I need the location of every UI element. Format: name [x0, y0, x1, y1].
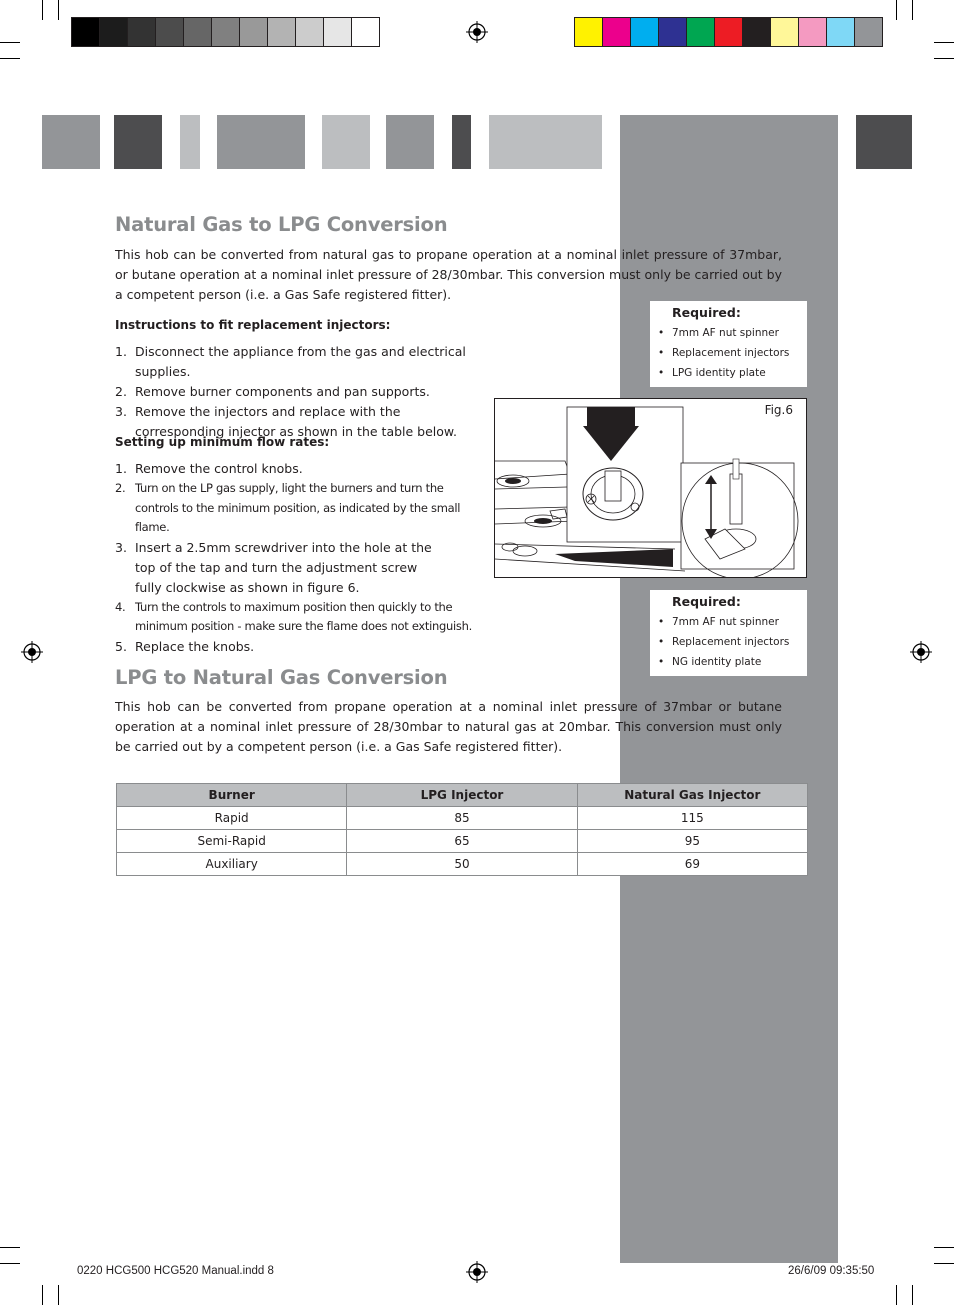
table-cell: 85 [347, 807, 577, 830]
footer-filename: 0220 HCG500 HCG520 Manual.indd 8 [77, 1265, 274, 1277]
list-item: 2. Remove burner components and pan supports. [115, 384, 430, 399]
section-intro-lpg-to-ng: This hob can be converted from propane operation at a nominal inlet pressure of 37mbar or butane operation at a nominal inlet pressure of 28/30mbar to natural gas at 20mbar. This conversion must only be carried out by a competent person (i.e. a Gas Safe registered fitter). [115, 699, 782, 754]
list-item: 1. Disconnect the appliance from the gas and electrical supplies. [115, 344, 466, 379]
color-swatch [798, 17, 827, 47]
list-item: 3. Insert a 2.5mm screwdriver into the hole at the top of the tap and turn the adjustment screw fully clockwise as shown in figure 6. [115, 539, 432, 595]
color-swatch [183, 17, 212, 47]
required-title: Required: [672, 305, 741, 320]
crop-mark [0, 42, 20, 43]
crop-mark [934, 58, 954, 59]
table-row [117, 830, 808, 853]
required-item: • NG identity plate [658, 652, 799, 672]
figure-6 [494, 398, 807, 578]
section-heading-lpg-to-ng: LPG to Natural Gas Conversion [115, 666, 448, 689]
injector-table [116, 783, 808, 876]
table-row [117, 853, 808, 876]
header-block [452, 115, 471, 169]
color-swatch [686, 17, 715, 47]
footer-timestamp: 26/6/09 09:35:50 [788, 1265, 875, 1277]
required-box-ng [650, 590, 807, 676]
section-heading-ng-to-lpg: Natural Gas to LPG Conversion [115, 213, 448, 236]
required-item: • Replacement injectors [658, 632, 799, 652]
color-swatch [99, 17, 128, 47]
crop-mark [934, 42, 954, 43]
color-swatch [267, 17, 296, 47]
header-block [386, 115, 434, 169]
crop-mark [934, 1247, 954, 1248]
header-block [42, 115, 100, 169]
required-list [658, 612, 799, 672]
crop-mark [912, 0, 913, 20]
crop-mark [0, 1247, 20, 1248]
subheading-flow-rates: Setting up minimum flow rates: [115, 435, 330, 449]
color-swatch [574, 17, 603, 47]
table-cell: 95 [577, 830, 807, 853]
crop-mark [0, 58, 20, 59]
header-block [217, 115, 305, 169]
table-cell: 69 [577, 853, 807, 876]
table-header-row [117, 784, 808, 807]
registration-mark-icon [21, 641, 43, 663]
color-swatch [323, 17, 352, 47]
color-swatch [602, 17, 631, 47]
list-item: 2. Turn on the LP gas supply, light the burners and turn the controls to the minimum position, as indicated by the small flame. [115, 481, 461, 534]
table-cell: 50 [347, 853, 577, 876]
color-swatch [295, 17, 324, 47]
header-block [489, 115, 602, 169]
subheading-injectors: Instructions to fit replacement injectors: [115, 318, 391, 332]
column-header: LPG Injector [347, 784, 577, 807]
list-item: 1. Remove the control knobs. [115, 461, 303, 476]
required-item: • 7mm AF nut spinner [658, 612, 799, 632]
required-item: • LPG identity plate [658, 363, 799, 383]
crop-mark [58, 1285, 59, 1305]
color-swatch [742, 17, 771, 47]
table-cell: 115 [577, 807, 807, 830]
column-header: Natural Gas Injector [577, 784, 807, 807]
hob-tap-illustration [495, 399, 807, 578]
table-row [117, 807, 808, 830]
figure-label: Fig.6 [764, 403, 793, 417]
color-swatch [826, 17, 855, 47]
color-swatch [630, 17, 659, 47]
color-swatch [658, 17, 687, 47]
required-item: • 7mm AF nut spinner [658, 323, 799, 343]
color-swatch [211, 17, 240, 47]
table-cell: 65 [347, 830, 577, 853]
registration-mark-icon [910, 641, 932, 663]
color-swatch [71, 17, 100, 47]
registration-mark-icon [466, 1261, 488, 1283]
column-header: Burner [117, 784, 347, 807]
header-block [180, 115, 200, 169]
required-title: Required: [672, 594, 741, 609]
flow-steps-list [115, 459, 475, 657]
required-item: • Replacement injectors [658, 343, 799, 363]
crop-mark [896, 1285, 897, 1305]
color-swatch [351, 17, 380, 47]
section-intro-ng-to-lpg: This hob can be converted from natural gas to propane operation at a nominal inlet pressure of 37mbar, or butane operation at a nominal inlet pressure of 28/30mbar. This conversion must only be carried out by a competent person (i.e. a Gas Safe registered fitter). [115, 247, 782, 302]
required-list [658, 323, 799, 383]
table-cell: Auxiliary [117, 853, 347, 876]
crop-mark [58, 0, 59, 20]
crop-mark [896, 0, 897, 20]
header-block [322, 115, 370, 169]
header-block [856, 115, 912, 169]
table-cell: Rapid [117, 807, 347, 830]
crop-mark [42, 1285, 43, 1305]
registration-mark-icon [466, 21, 488, 43]
color-swatch [854, 17, 883, 47]
list-item: 3. Remove the injectors and replace with the corresponding injector as shown in the table below. [115, 404, 457, 439]
crop-mark [934, 1263, 954, 1264]
color-swatch [239, 17, 268, 47]
color-swatch [770, 17, 799, 47]
color-swatch [155, 17, 184, 47]
header-block [114, 115, 162, 169]
required-box-lpg [650, 301, 807, 387]
table-cell: Semi-Rapid [117, 830, 347, 853]
color-swatch [127, 17, 156, 47]
crop-mark [0, 1263, 20, 1264]
crop-mark [42, 0, 43, 20]
color-swatch [714, 17, 743, 47]
list-item: 5. Replace the knobs. [115, 638, 255, 654]
crop-mark [912, 1285, 913, 1305]
list-item: 4. Turn the controls to maximum position then quickly to the minimum position - make sure the flame does not extinguish. [115, 599, 472, 633]
injector-steps-list [115, 342, 485, 442]
